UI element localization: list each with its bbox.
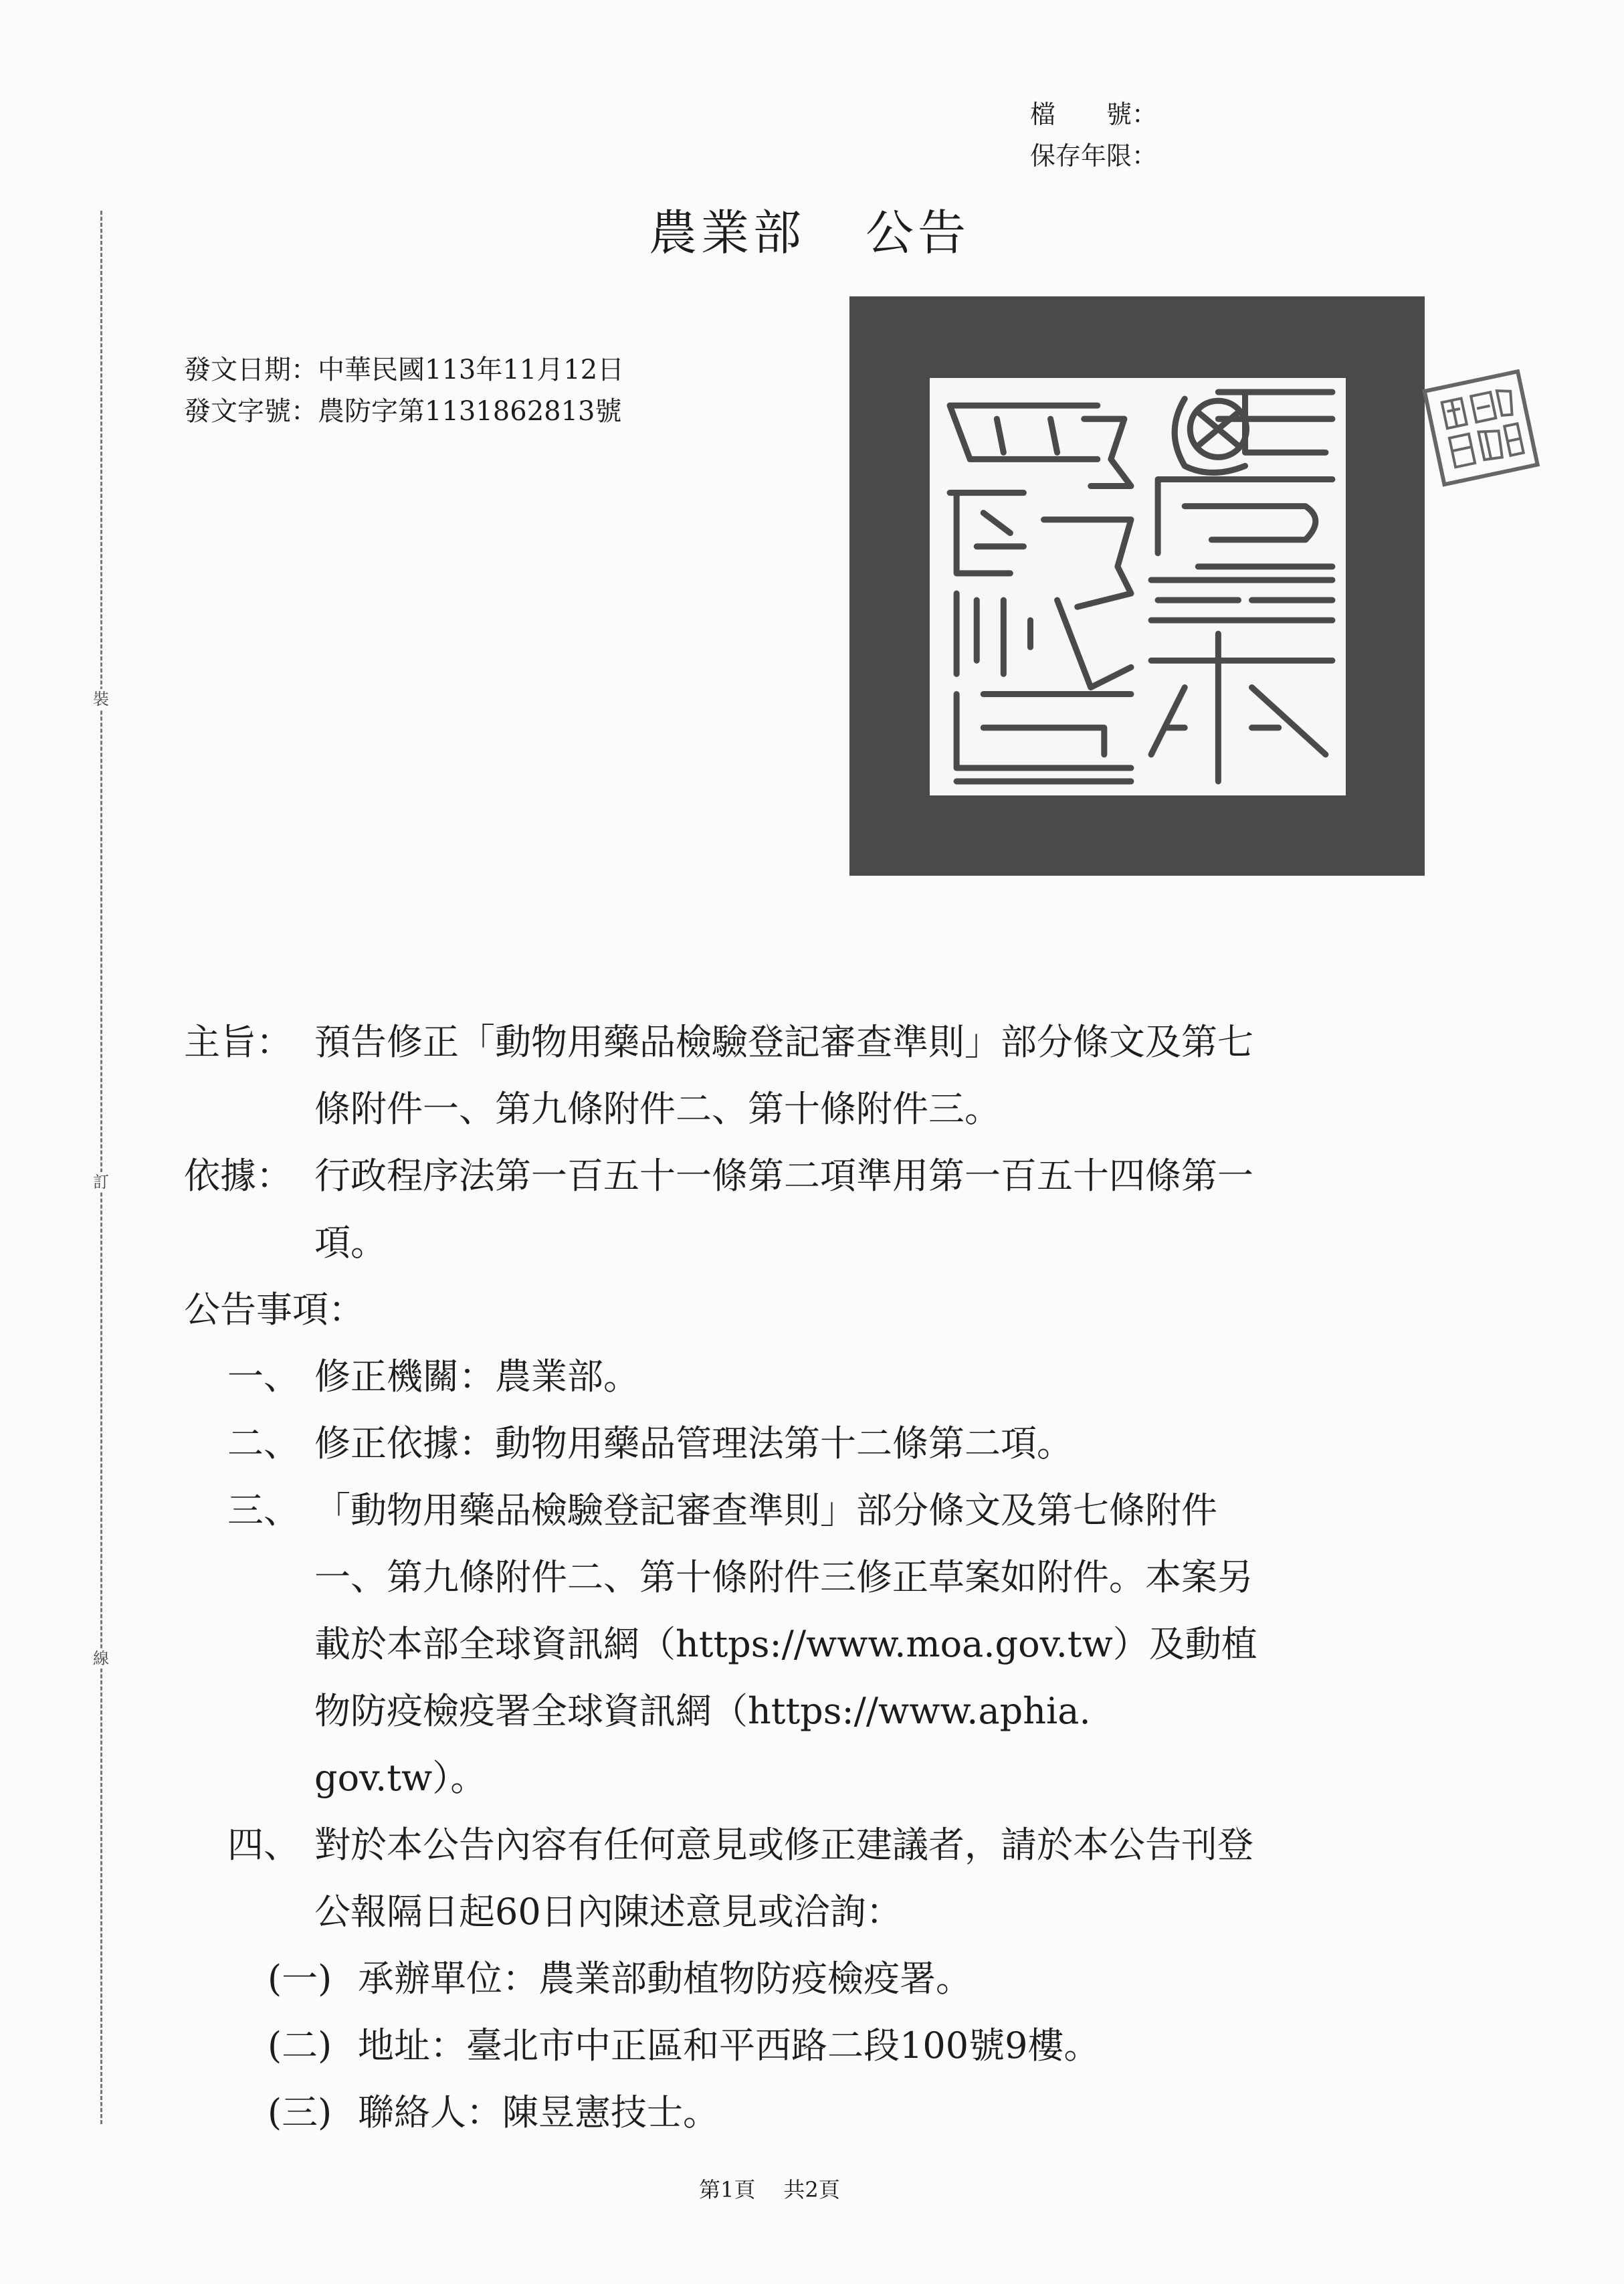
item-line: 修正機關：農業部。 — [314, 1355, 639, 1398]
basis-line: 項。 — [314, 1222, 387, 1264]
notice-subitem-3 — [184, 2079, 1441, 2146]
subject-section — [184, 1009, 1441, 1143]
title-org: 農業部 — [649, 205, 806, 261]
item-label: 二、 — [227, 1422, 300, 1464]
notice-item-1 — [184, 1343, 1441, 1410]
basis-line: 行政程序法第一百五十一條第二項準用第一百五十四條第一 — [314, 1155, 1253, 1197]
page-title — [649, 194, 970, 264]
issue-info — [184, 349, 624, 432]
binding-mark-zhuang: 裝 — [91, 689, 111, 709]
item-line: 對於本公告內容有任何意見或修正建議者，請於本公告刊登 — [314, 1824, 1253, 1866]
subitem-text: 承辦單位：農業部動植物防疫檢疫署。 — [358, 1958, 972, 2000]
issue-number: 發文字號：農防字第1131862813號 — [184, 396, 622, 427]
notice-item-3 — [184, 1477, 1441, 1812]
binding-line — [100, 211, 102, 2124]
item-line: 一、第九條附件二、第十條附件三修正草案如附件。本案另 — [314, 1556, 1253, 1598]
retention-label: 保存年限： — [1030, 141, 1158, 171]
small-stamp — [1433, 355, 1552, 474]
page-footer — [699, 2173, 840, 2204]
subitem-text: 聯絡人：陳昱憲技士。 — [358, 2091, 719, 2133]
item-line: 公報隔日起60日內陳述意見或洽詢： — [314, 1891, 902, 1933]
official-seal — [849, 296, 1425, 876]
subitem-text: 地址：臺北市中正區和平西路二段100號9樓。 — [358, 2024, 1100, 2067]
notice-subitem-2 — [184, 2012, 1441, 2079]
page-number: 第1頁 — [699, 2177, 756, 2202]
basis-label: 依據： — [184, 1155, 292, 1197]
notice-item-4 — [184, 1812, 1441, 1945]
item-line: 載於本部全球資訊網（https://www.moa.gov.tw）及動植 — [314, 1623, 1257, 1665]
subject-line: 條附件一、第九條附件二、第十條附件三。 — [314, 1088, 1001, 1130]
notice-item-2 — [184, 1410, 1441, 1477]
binding-mark-ding: 訂 — [91, 1172, 111, 1192]
announcement-body — [184, 1009, 1441, 2146]
title-type: 公告 — [866, 205, 971, 261]
seal-calligraphy — [930, 378, 1346, 795]
notice-heading — [184, 1276, 1441, 1343]
issue-date: 發文日期：中華民國113年11月12日 — [184, 355, 625, 385]
subject-line: 預告修正「動物用藥品檢驗登記審查準則」部分條文及第七 — [314, 1021, 1253, 1063]
page-total: 共2頁 — [783, 2177, 840, 2202]
basis-section — [184, 1143, 1441, 1276]
item-line: 修正依據：動物用藥品管理法第十二條第二項。 — [314, 1422, 1073, 1464]
item-line: 「動物用藥品檢驗登記審查準則」部分條文及第七條附件 — [314, 1489, 1217, 1531]
item-label: 三、 — [227, 1489, 300, 1531]
binding-mark-xian: 線 — [91, 1648, 111, 1669]
subitem-label: (一) — [268, 1958, 332, 2000]
subitem-label: (二) — [268, 2024, 332, 2067]
item-label: 四、 — [227, 1824, 300, 1866]
notice-subitem-1 — [184, 1945, 1441, 2012]
filing-meta — [1030, 94, 1157, 177]
subitem-label: (三) — [268, 2091, 332, 2133]
file-number-label: 檔 號： — [1030, 100, 1158, 129]
item-line: 物防疫檢疫署全球資訊網（https://www.aphia. — [314, 1690, 1091, 1732]
subject-label: 主旨： — [184, 1021, 292, 1063]
item-label: 一、 — [227, 1355, 300, 1398]
notice-label: 公告事項： — [184, 1289, 365, 1331]
item-line: gov.tw）。 — [314, 1757, 487, 1799]
